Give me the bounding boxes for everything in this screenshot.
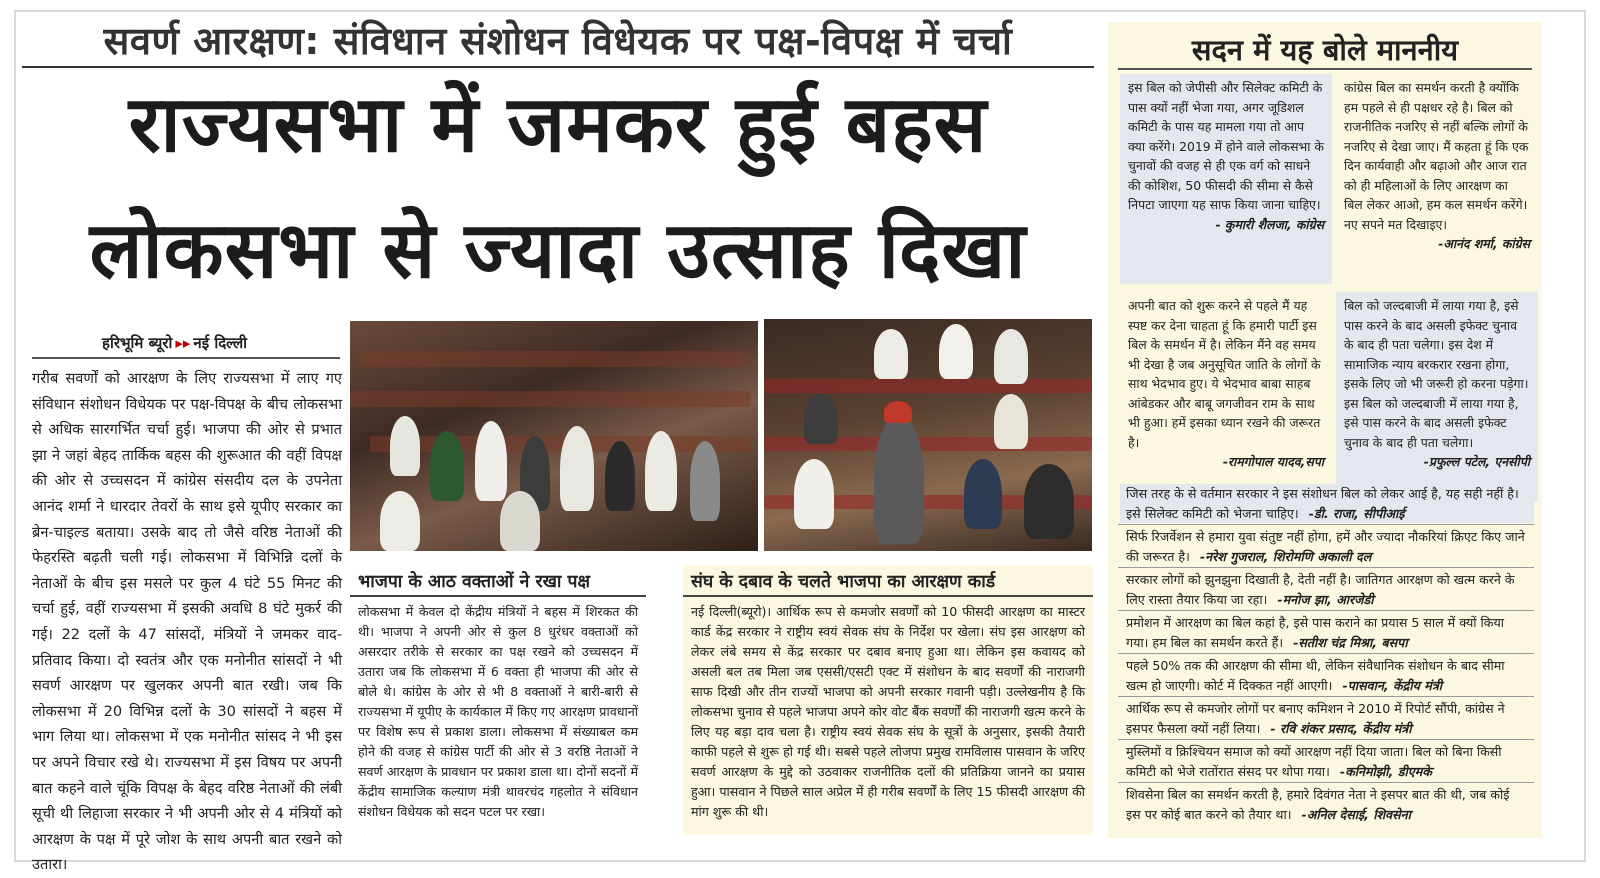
quote-text: इस बिल को जेपीसी और सिलेक्ट कमिटी के पास क्यों नहीं भेजा गया, अगर जूडिशल कमिटी के पास यह मामला गया तो आप क्या करेंगे। 2019 में होने वाले लोकसभा के चुनावों की वजह से ही एक वर्ग को साधने की कोशिश, 50 फीसदी की सीमा से कैसे निपटा जाएगा यह साफ किया जाना चाहिए। xyxy=(1128,80,1324,212)
quote-text: कांग्रेस बिल का समर्थन करती है क्योंकि हम पहले से ही पक्षधर रहे है। बिल को राजनीतिक नजरिए से नहीं बल्कि लोगों के नजरिए से देखा जाए। मैं कहता हूं कि एक दिन कार्यवाही और बढ़ाओ और आज रात को ही महिलाओं के लिए आरक्षण का बिल लेकर आओ, हम कल समर्थन करेंगे। नए सपने मत दिखाइए। xyxy=(1344,80,1529,232)
quotes-panel-rule xyxy=(1118,68,1532,70)
bjp-speakers-section xyxy=(350,565,646,835)
headline-line-1: राज्यसभा में जमकर हुई बहस xyxy=(128,80,988,170)
byline-arrow-icon: ▸▸ xyxy=(175,334,191,352)
quote-row xyxy=(1120,785,1534,824)
quote-row xyxy=(1120,656,1534,695)
quote-text: प्रमोशन में आरक्षण का बिल कहां है, इसे पास कराने का प्रयास 5 साल में क्यों किया गया। हम बिल का समर्थन करते हैं। xyxy=(1126,615,1505,650)
quote-text: मुस्लिमों व क्रिश्चियन समाज को क्यों आरक्षण नहीं दिया जाता। बिल को बिना किसी कमिटी को भेजे रातोंरात संसद पर थोपा गया। xyxy=(1126,744,1502,779)
quote-author: -पासवान, केंद्रीय मंत्री xyxy=(1342,677,1443,693)
quote-row xyxy=(1120,527,1534,566)
quote-box xyxy=(1120,74,1332,284)
quote-row xyxy=(1120,742,1534,781)
quote-divider xyxy=(1118,567,1534,568)
quote-row xyxy=(1120,484,1534,523)
quote-divider xyxy=(1118,524,1534,525)
quote-author: -अनिल देसाई, शिवसेना xyxy=(1301,806,1411,822)
quote-divider xyxy=(1118,610,1534,611)
quotes-panel-title: सदन में यह बोले माननीय xyxy=(1191,33,1459,67)
bjp-speakers-heading: भाजपा के आठ वक्ताओं ने रखा पक्ष xyxy=(350,565,646,597)
quote-author: -मनोज झा, आरजेडी xyxy=(1277,591,1374,607)
quote-text: पहले 50% तक की आरक्षण की सीमा थी, लेकिन संवैधानिक संशोधन के बाद सीमा खत्म हो जाएगी। कोर्ट में दिक्कत नहीं आएगी। xyxy=(1126,658,1505,693)
byline-agency: हरिभूमि ब्यूरो xyxy=(102,334,173,352)
quote-row xyxy=(1120,699,1534,738)
rss-pressure-section xyxy=(683,565,1093,835)
quote-box xyxy=(1120,292,1332,502)
quote-author: - रवि शंकर प्रसाद, केंद्रीय मंत्री xyxy=(1270,720,1412,736)
quote-divider xyxy=(1118,696,1534,697)
quote-divider xyxy=(1118,653,1534,654)
bjp-speakers-text: लोकसभा में केवल दो केंद्रीय मंत्रियों ने बहस में शिरकत की थी। भाजपा ने अपनी ओर से कुल 8 धुरंधर वक्ताओं को असरदार तरीके से सरकार का पक्ष रखने को उच्चसदन में उतारा जब कि लोकसभा में 6 वक्ता ही भाजपा की ओर से बोले थे। कांग्रेस के ओर से भी 8 वक्ताओं ने बारी-बारी से राज्यसभा में यूपीए के कार्यकाल में किए गए आरक्षण प्रावधानों पर विशेष रूप से प्रकाश डाला। लोकसभा में संख्याबल कम होने की वजह से कांग्रेस पार्टी की ओर से 3 वरष्ठि नेताओं ने सवर्ण आरक्षण के प्रावधान पर प्रकाश डाला था। दोनों सदनों में केंद्रीय सामाजिक कल्याण मंत्री थावरचंद गहलोत ने संविधान संशोधन विधेयक को सदन पटल पर रखा। xyxy=(358,604,638,819)
byline-rule xyxy=(32,357,340,359)
byline-place: नई दिल्ली xyxy=(193,334,248,352)
quote-text: सिर्फ रिजर्वेशन से हमारा युवा संतुष्ट नहीं होगा, हमें और ज्यादा नौकरियां क्रिएट किए जाने की जरूरत है। xyxy=(1126,529,1525,564)
kicker-rule xyxy=(22,66,1094,68)
quote-author: -सतीश चंद्र मिश्रा, बसपा xyxy=(1293,634,1408,650)
quote-text: शिवसेना बिल का समर्थन करती है, हमारे दिवंगत नेता ने इसपर बात की थी, जब कोई इस पर कोई बात करने को तैयार था। xyxy=(1126,787,1510,822)
quote-author: -डी. राजा, सीपीआई xyxy=(1308,505,1405,521)
quote-author: -नरेश गुजराल, शिरोमणि अकाली दल xyxy=(1199,548,1372,564)
quote-box xyxy=(1336,74,1538,284)
quote-divider xyxy=(1118,739,1534,740)
rss-pressure-text: नई दिल्ली(ब्यूरो)। आर्थिक रूप से कमजोर सवर्णों को 10 फीसदी आरक्षण का मास्टर कार्ड केंद्र सरकार ने राष्ट्रीय स्वयं सेवक संघ के निर्देश पर खेला। संघ इस आरक्षण को लेकर लंबे समय से केंद्र सरकार पर दबाव बनाए हुआ था। लेकिन इस कवायद को असली बल तब मिला जब एससी/एसटी एक्ट में संशोधन के बाद सवर्णों की नाराजगी साफ दिखी और तीन राज्यों भाजपा को अपनी सरकार गवानी पड़ी। उल्लेखनीय है कि लोकसभा चुनाव से पहले भाजपा अपने कोर वोट बैंक सवर्णों की नाराजगी खत्म करने के लिए यह बड़ा दाव चला है। राष्ट्रीय स्वयं सेवक संघ के सूत्रों के अनुसार, इसकी तैयारी काफी पहले से शुरू हो गई थी। सबसे पहले लोजपा प्रमुख रामविलास पासवान के जरिए सवर्ण आरक्षण के मुद्दे को उठवाकर राजनीतिक दलों की प्रतिक्रिया जानने का प्रयास हुआ। पासवान ने पिछले साल अप्रेल में ही गरीब सवर्णों के लिए 15 फीसदी आरक्षण की मांग शुरू की थी। xyxy=(691,604,1086,819)
quote-author: -रामगोपाल यादव,सपा xyxy=(1222,454,1324,469)
rajya-sabha-photo-1 xyxy=(350,321,758,551)
rajya-sabha-photo-2 xyxy=(764,319,1092,551)
quote-author: -प्रफुल्ल पटेल, एनसीपी xyxy=(1423,454,1530,469)
quotes-panel xyxy=(1108,22,1542,838)
quote-author: -कनिमोझी, डीएमके xyxy=(1339,763,1432,779)
rss-pressure-heading: संघ के दबाव के चलते भाजपा का आरक्षण कार्ड xyxy=(683,565,1093,597)
main-article-body: गरीब सवर्णों को आरक्षण के लिए राज्यसभा में लाए गए संविधान संशोधन विधेयक पर पक्ष-विपक्ष के बीच लोकसभा से अधिक सारगर्भित चर्चा हुई। भाजपा की ओर से प्रभात झा ने जहां बेहद तार्किक बहस की शुरूआत की वहीं विपक्ष की ओर से उच्चसदन में कांग्रेस संसदीय दल के उपनेता आनंद शर्मा ने धारदार तेवरों के साथ इसे यूपीए सरकार का ब्रेन-चाइल्ड बताया। उसके बाद तो जैसे वरिष्ठ नेताओं की फेहरस्ति बढ़ती चली गई। लोकसभा में विभिन्नि दलों के नेताओं के बीच इस मसले पर कुल 4 घंटे 55 मिनट की चर्चा हुई, वहीं राज्यसभा में इसकी अवधि 8 घंटे मुकर्र की गई। 22 दलों के 47 सांसदों, मंत्रियों ने जमकर वाद-प्रतिवाद किया। दो स्वतंत्र और एक मनोनीत सांसदों ने भी सवर्ण आरक्षण पर खुलकर अपनी बात रखी। जब कि लोकसभा में 20 विभिन्न दलों के 30 सांसदों ने बहस में भाग लिया था। लोकसभा में एक मनोनीत सांसद ने भी इस पर अपने विचार रखे थे। राज्यसभा में इस विषय पर अपनी बात कहने वाले चूंकि विपक्ष के बेहद वरिष्ठ नेताओं की लंबी सूची थी लिहाजा सरकार ने भी अपनी ओर से 4 मंत्रियों को आरक्षण के पक्ष में पूरे जोश के साथ अपनी बात रखने को उतारा। xyxy=(32,370,342,874)
quote-author: - कुमारी शैलजा, कांग्रेस xyxy=(1215,216,1324,232)
quote-divider xyxy=(1118,782,1534,783)
quote-author: -आनंद शर्मा, कांग्रेस xyxy=(1438,236,1530,251)
quote-text: सरकार लोगों को झुनझुना दिखाती है, देती नहीं है। जातिगत आरक्षण को खत्म करने के लिए रास्ता तैयार किया जा रहा। xyxy=(1126,572,1515,607)
byline xyxy=(102,333,247,353)
quote-text: जिस तरह के से वर्तमान सरकार ने इस संशोधन बिल को लेकर आई है, यह सही नहीं है। इसे सिलेक्ट कमिटी को भेजना चाहिए। xyxy=(1126,486,1519,521)
quote-box xyxy=(1336,292,1538,502)
quote-text: बिल को जल्दबाजी में लाया गया है, इसे पास करने के बाद असली इफेक्ट चुनाव के बाद ही पता चलेगा। इस देश में सामाजिक न्याय बरकरार रखना होगा, इसके लिए जो भी जरूरी हो करना पड़ेगा। इस बिल को जल्दबाजी में लाया गया है, इसे पास करने के बाद असली इफेक्ट चुनाव के बाद ही पता चलेगा। xyxy=(1344,298,1529,450)
quote-text: आर्थिक रूप से कमजोर लोगों पर बनाए कमिशन ने 2010 में रिपोर्ट सौंपी, कांग्रेस ने इसपर फैसला क्यों नहीं लिया। xyxy=(1126,701,1505,736)
quote-row xyxy=(1120,613,1534,652)
quote-row xyxy=(1120,570,1534,609)
kicker: सवर्ण आरक्षण: संविधान संशोधन विधेयक पर पक्ष-विपक्ष में चर्चा xyxy=(103,19,1013,63)
headline-line-2: लोकसभा से ज्यादा उत्साह दिखा xyxy=(89,206,1027,296)
quote-text: अपनी बात को शुरू करने से पहले मैं यह स्पष्ट कर देना चाहता हूं कि हमारी पार्टी इस बिल के समर्थन में है। लेकिन मैंने वह समय भी देखा है जब अनुसूचित जाति के लोगों के साथ भेदभाव हुए। ये भेदभाव बाबा साहब आंबेडकर और बाबू जगजीवन राम के साथ भी हुआ। हमें इसका ध्यान रखने की जरूरत है। xyxy=(1128,298,1321,450)
